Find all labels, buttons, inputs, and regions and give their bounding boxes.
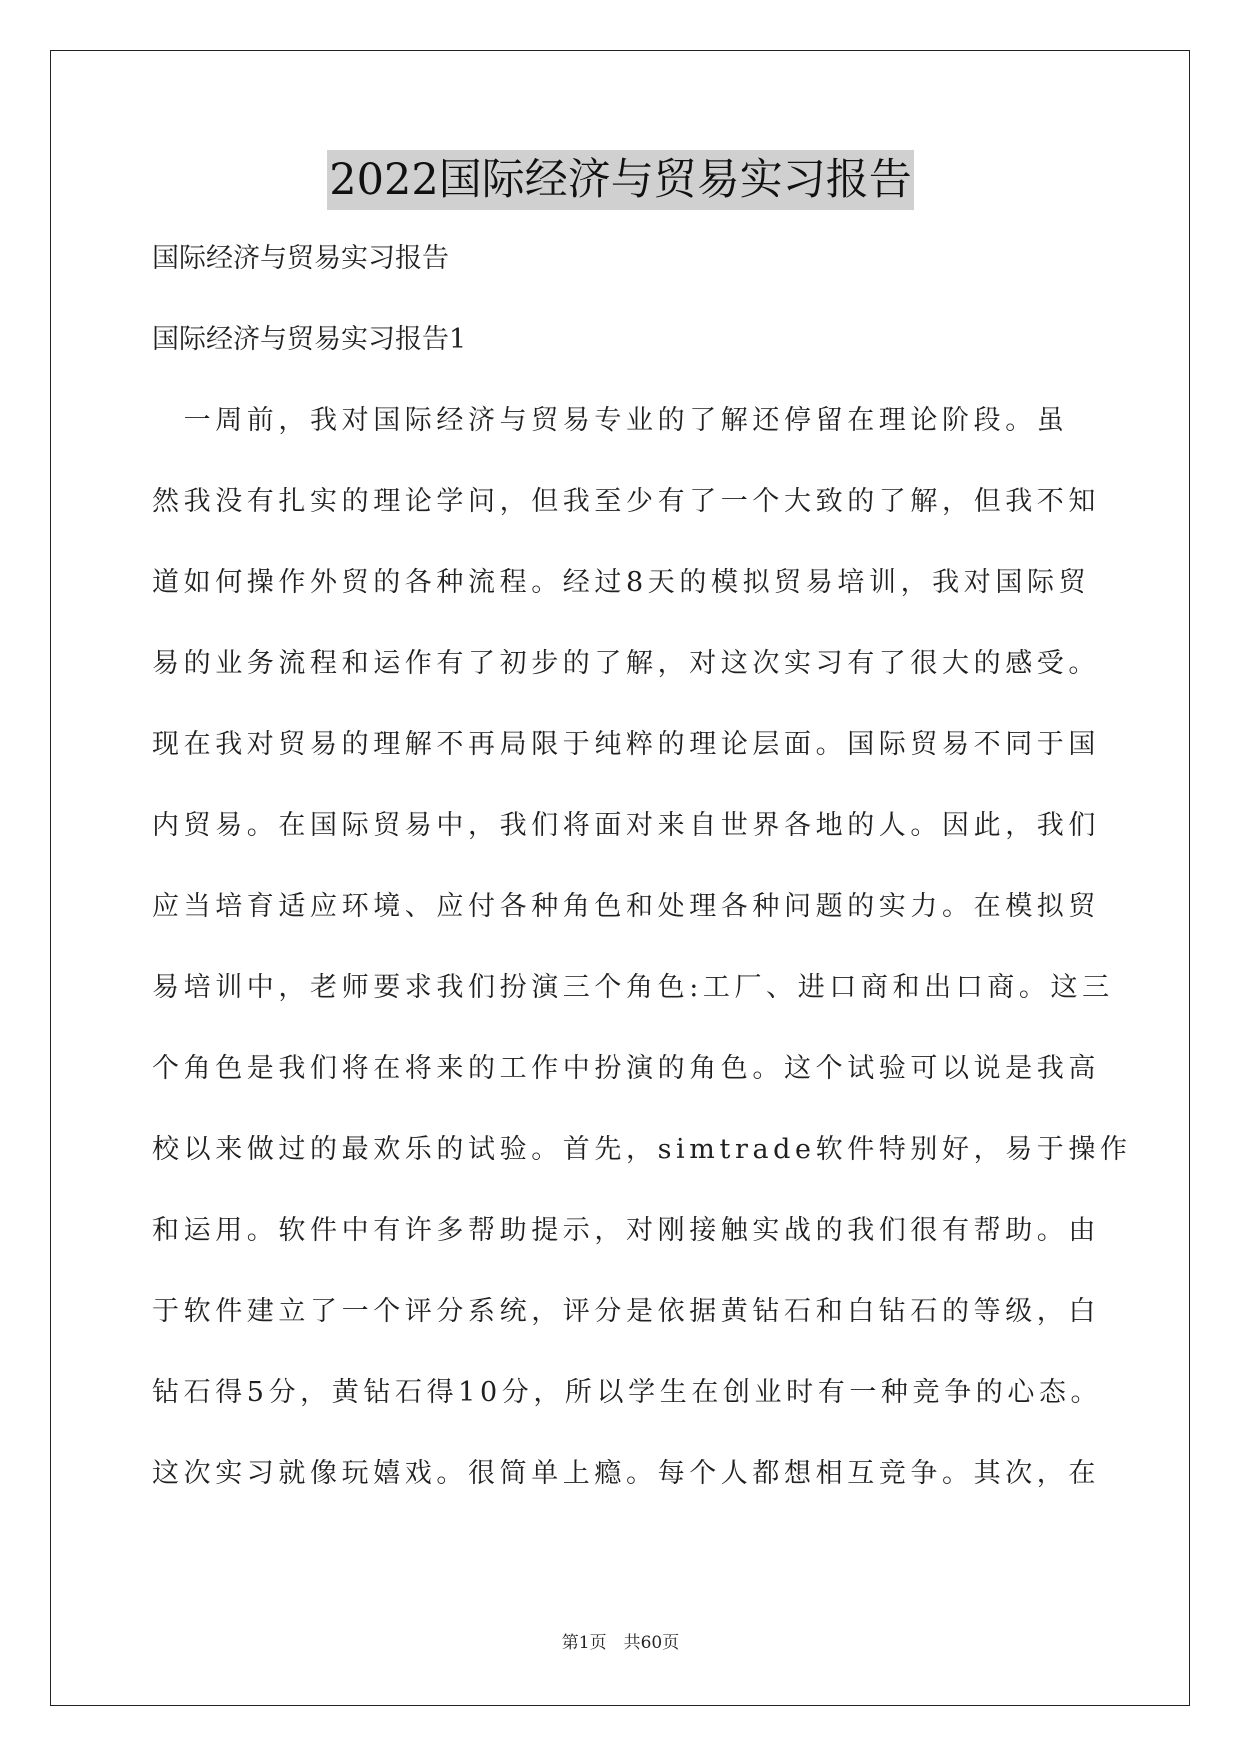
- body-line: 于软件建立了一个评分系统，评分是依据黄钻石和白钻石的等级，白: [152, 1296, 1100, 1327]
- body-line: 道如何操作外贸的各种流程。经过8天的模拟贸易培训，我对国际贸: [152, 567, 1091, 598]
- body-line: 易培训中，老师要求我们扮演三个角色:工厂、进口商和出口商。这三: [152, 972, 1114, 1003]
- body-line: 然我没有扎实的理论学问，但我至少有了一个大致的了解，但我不知: [152, 486, 1100, 517]
- document-subtitle: 国际经济与贸易实习报告: [152, 243, 449, 274]
- section-heading: 国际经济与贸易实习报告1: [152, 324, 467, 355]
- page-number-footer: 第1页 共60页: [561, 1633, 680, 1653]
- body-line: 这次实习就像玩嬉戏。很简单上瘾。每个人都想相互竞争。其次，在: [152, 1458, 1100, 1489]
- body-line: 一周前，我对国际经济与贸易专业的了解还停留在理论阶段。虽: [152, 405, 1069, 436]
- body-line: 钻石得5分，黄钻石得10分，所以学生在创业时有一种竞争的心态。: [152, 1377, 1103, 1408]
- body-line: 校以来做过的最欢乐的试验。首先，simtrade软件特别好，易于操作: [152, 1134, 1132, 1165]
- body-line: 和运用。软件中有许多帮助提示，对刚接触实战的我们很有帮助。由: [152, 1215, 1100, 1246]
- body-line: 内贸易。在国际贸易中，我们将面对来自世界各地的人。因此，我们: [152, 810, 1100, 841]
- body-line: 个角色是我们将在将来的工作中扮演的角色。这个试验可以说是我高: [152, 1053, 1100, 1084]
- body-line: 易的业务流程和运作有了初步的了解，对这次实习有了很大的感受。: [152, 648, 1100, 679]
- document-title: 2022国际经济与贸易实习报告: [327, 150, 913, 210]
- document-title-block: [0, 150, 1241, 210]
- body-line: 应当培育适应环境、应付各种角色和处理各种问题的实力。在模拟贸: [152, 891, 1100, 922]
- body-line: 现在我对贸易的理解不再局限于纯粹的理论层面。国际贸易不同于国: [152, 729, 1100, 760]
